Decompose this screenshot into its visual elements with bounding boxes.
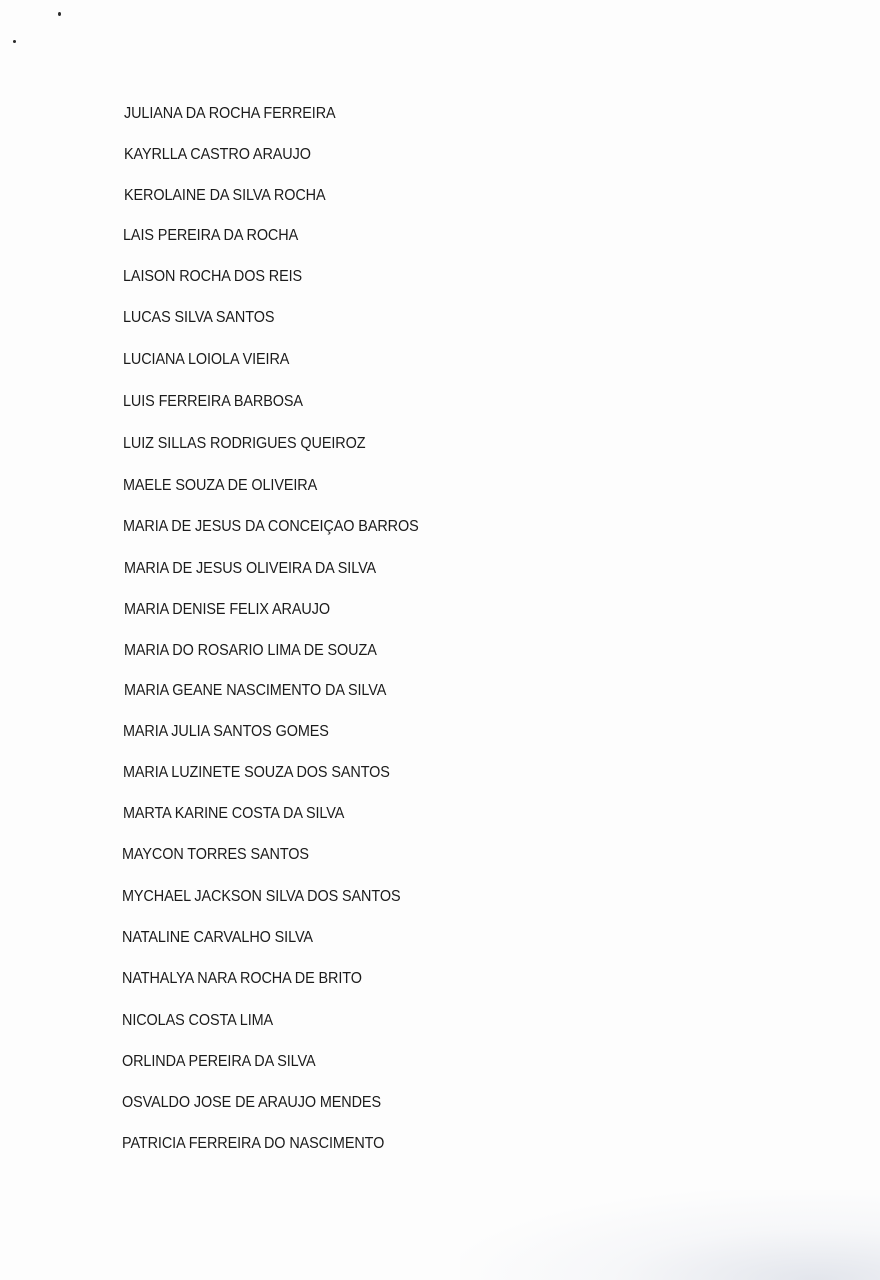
name-item: LUCIANA LOIOLA VIEIRA [123,351,290,368]
name-item: ORLINDA PEREIRA DA SILVA [122,1053,316,1070]
name-item: LAISON ROCHA DOS REIS [123,268,303,285]
name-item: LUIZ SILLAS RODRIGUES QUEIROZ [123,435,366,452]
name-item: KAYRLLA CASTRO ARAUJO [124,146,311,163]
name-item: MARTA KARINE COSTA DA SILVA [123,805,345,822]
name-item: LUIS FERREIRA BARBOSA [123,393,303,410]
scan-speck-mark [58,12,61,16]
name-item: NICOLAS COSTA LIMA [122,1012,274,1029]
name-item: MARIA JULIA SANTOS GOMES [123,723,329,740]
name-item: PATRICIA FERREIRA DO NASCIMENTO [122,1135,385,1152]
name-item: MARIA DE JESUS DA CONCEIÇAO BARROS [123,518,419,535]
name-item: MAELE SOUZA DE OLIVEIRA [123,477,318,494]
name-item: LUCAS SILVA SANTOS [123,309,275,326]
scan-speck-mark [13,40,16,43]
name-item: LAIS PEREIRA DA ROCHA [123,227,299,244]
name-item: MAYCON TORRES SANTOS [122,846,309,863]
name-item: KEROLAINE DA SILVA ROCHA [124,187,326,204]
name-item: MARIA DE JESUS OLIVEIRA DA SILVA [124,560,377,577]
name-item: OSVALDO JOSE DE ARAUJO MENDES [122,1094,381,1111]
name-item: MYCHAEL JACKSON SILVA DOS SANTOS [122,888,401,905]
name-item: NATHALYA NARA ROCHA DE BRITO [122,970,362,987]
name-item: MARIA GEANE NASCIMENTO DA SILVA [124,682,387,699]
name-item: JULIANA DA ROCHA FERREIRA [124,105,336,122]
name-item: MARIA LUZINETE SOUZA DOS SANTOS [123,764,390,781]
name-item: NATALINE CARVALHO SILVA [122,929,313,946]
name-item: MARIA DO ROSARIO LIMA DE SOUZA [124,642,377,659]
name-item: MARIA DENISE FELIX ARAUJO [124,601,330,618]
